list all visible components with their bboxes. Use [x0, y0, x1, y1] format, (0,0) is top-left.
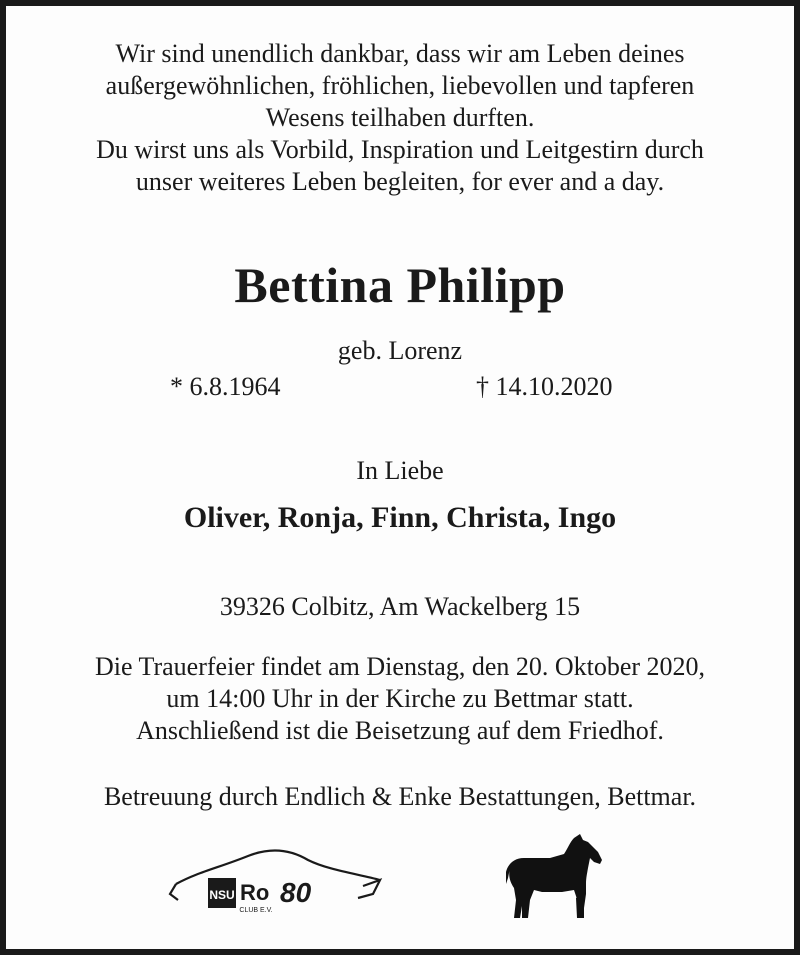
service-line: um 14:00 Uhr in der Kirche zu Bettmar statt. [166, 684, 634, 713]
maiden-name: geb. Lorenz [337, 336, 463, 365]
service-line: Anschließend ist die Beisetzung auf dem Friedhof. [136, 716, 664, 745]
eighty-brand-text: 80 [280, 877, 312, 908]
ro80-club-logo [158, 842, 388, 922]
ro-brand-text: Ro [240, 880, 270, 905]
car-rear-outline [358, 880, 380, 898]
club-subtitle-text: CLUB E.V. [239, 907, 273, 914]
nsu-badge-text: NSU [209, 888, 235, 902]
intro-line: Wir sind unendlich dankbar, dass wir am Leben deines [115, 39, 685, 68]
in-love-text: In Liebe [356, 456, 444, 485]
intro-line: außergewöhnlichen, fröhlichen, liebevollen und tapferen [105, 71, 695, 100]
undertaker-line: Betreuung durch Endlich & Enke Bestattungen, Bettmar. [103, 782, 697, 811]
address: 39326 Colbitz, Am Wackelberg 15 [219, 592, 581, 621]
service-line: Die Trauerfeier findet am Dienstag, den 20. Oktober 2020, [94, 652, 706, 681]
mourner-names: Oliver, Ronja, Finn, Christa, Ingo [183, 501, 617, 534]
intro-line: Du wirst uns als Vorbild, Inspiration und Leitgestirn durch [96, 135, 704, 164]
car-front-outline [170, 884, 178, 900]
death-date: † 14.10.2020 [476, 372, 613, 401]
intro-line: unser weiteres Leben begleiten, for ever and a day. [135, 167, 665, 196]
car-roof-outline [176, 850, 380, 884]
horse-silhouette-icon [504, 832, 608, 924]
birth-date: * 6.8.1964 [170, 372, 281, 401]
deceased-name: Bettina Philipp [234, 257, 566, 313]
intro-line: Wesens teilhaben durften. [265, 103, 535, 132]
